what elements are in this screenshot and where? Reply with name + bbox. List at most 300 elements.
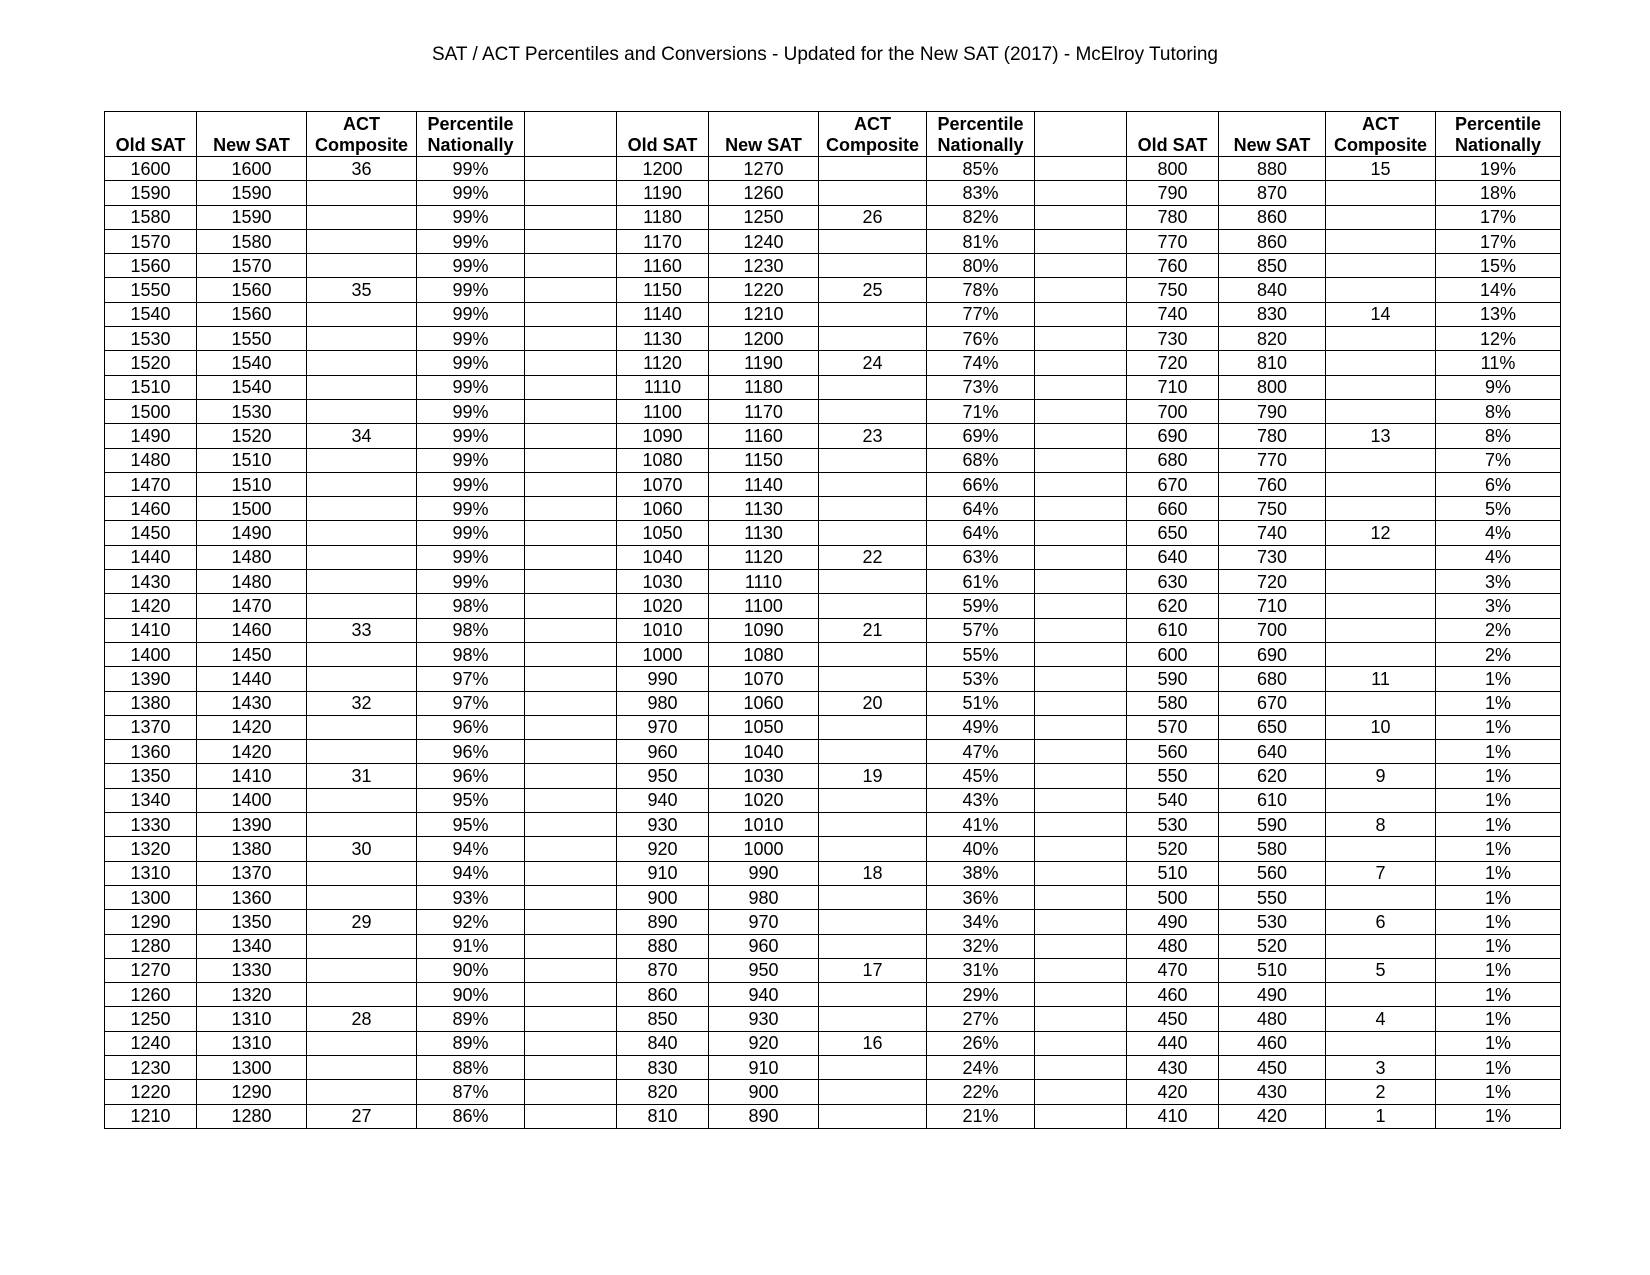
old-sat-cell: 1180 xyxy=(617,205,709,229)
act-composite-cell: 16 xyxy=(819,1031,927,1055)
old-sat-cell: 980 xyxy=(617,691,709,715)
percentile-cell: 78% xyxy=(927,278,1035,302)
percentile-cell: 88% xyxy=(417,1055,525,1079)
percentile-cell: 92% xyxy=(417,910,525,934)
old-sat-cell: 1400 xyxy=(105,642,197,666)
new-sat-cell: 1530 xyxy=(197,399,307,423)
act-composite-cell xyxy=(819,521,927,545)
column-separator xyxy=(525,157,617,181)
act-composite-cell xyxy=(307,861,417,885)
act-composite-cell xyxy=(307,545,417,569)
new-sat-cell: 890 xyxy=(709,1104,819,1128)
old-sat-cell: 1600 xyxy=(105,157,197,181)
old-sat-cell: 870 xyxy=(617,958,709,982)
new-sat-cell: 1300 xyxy=(197,1055,307,1079)
old-sat-cell: 1470 xyxy=(105,472,197,496)
percentile-cell: 1% xyxy=(1436,1007,1561,1031)
percentile-cell: 51% xyxy=(927,691,1035,715)
new-sat-cell: 1170 xyxy=(709,399,819,423)
new-sat-cell: 1420 xyxy=(197,740,307,764)
old-sat-cell: 1530 xyxy=(105,327,197,351)
percentile-cell: 14% xyxy=(1436,278,1561,302)
old-sat-cell: 690 xyxy=(1127,424,1219,448)
new-sat-cell: 1290 xyxy=(197,1080,307,1104)
old-sat-cell: 1230 xyxy=(105,1055,197,1079)
old-sat-cell: 560 xyxy=(1127,740,1219,764)
table-row xyxy=(105,861,1561,885)
column-separator xyxy=(1035,958,1127,982)
percentile-cell: 99% xyxy=(417,448,525,472)
column-separator xyxy=(1035,375,1127,399)
percentile-cell: 99% xyxy=(417,497,525,521)
new-sat-cell: 1280 xyxy=(197,1104,307,1128)
new-sat-cell: 1570 xyxy=(197,254,307,278)
new-sat-cell: 1040 xyxy=(709,740,819,764)
act-composite-cell xyxy=(1326,205,1436,229)
table-row xyxy=(105,570,1561,594)
new-sat-cell: 530 xyxy=(1219,910,1326,934)
new-sat-cell: 480 xyxy=(1219,1007,1326,1031)
old-sat-cell: 1560 xyxy=(105,254,197,278)
percentile-cell: 2% xyxy=(1436,642,1561,666)
act-composite-cell xyxy=(1326,837,1436,861)
old-sat-cell: 800 xyxy=(1127,157,1219,181)
column-separator xyxy=(1035,1007,1127,1031)
new-sat-cell: 1180 xyxy=(709,375,819,399)
column-separator xyxy=(525,472,617,496)
percentile-cell: 1% xyxy=(1436,910,1561,934)
new-sat-cell: 560 xyxy=(1219,861,1326,885)
new-sat-cell: 510 xyxy=(1219,958,1326,982)
column-separator xyxy=(525,229,617,253)
new-sat-cell: 1240 xyxy=(709,229,819,253)
column-separator xyxy=(1035,472,1127,496)
header-new-sat: New SAT xyxy=(709,112,819,157)
act-composite-cell xyxy=(819,1104,927,1128)
percentile-cell: 93% xyxy=(417,885,525,909)
new-sat-cell: 1510 xyxy=(197,448,307,472)
old-sat-cell: 1170 xyxy=(617,229,709,253)
act-composite-cell xyxy=(307,788,417,812)
percentile-cell: 1% xyxy=(1436,934,1561,958)
column-separator xyxy=(525,521,617,545)
act-composite-cell xyxy=(1326,254,1436,278)
header-act-composite: ACT Composite xyxy=(307,112,417,157)
column-separator xyxy=(525,570,617,594)
act-composite-cell: 25 xyxy=(819,278,927,302)
column-separator xyxy=(525,885,617,909)
percentile-cell: 4% xyxy=(1436,521,1561,545)
new-sat-cell: 1500 xyxy=(197,497,307,521)
old-sat-cell: 1000 xyxy=(617,642,709,666)
old-sat-cell: 1410 xyxy=(105,618,197,642)
percentile-cell: 1% xyxy=(1436,983,1561,1007)
percentile-cell: 80% xyxy=(927,254,1035,278)
percentile-cell: 1% xyxy=(1436,1055,1561,1079)
act-composite-cell xyxy=(307,521,417,545)
column-separator xyxy=(525,1007,617,1031)
column-separator xyxy=(1035,910,1127,934)
percentile-cell: 17% xyxy=(1436,205,1561,229)
new-sat-cell: 1100 xyxy=(709,594,819,618)
act-composite-cell xyxy=(819,642,927,666)
old-sat-cell: 1200 xyxy=(617,157,709,181)
new-sat-cell: 1010 xyxy=(709,813,819,837)
old-sat-cell: 1430 xyxy=(105,570,197,594)
percentile-cell: 1% xyxy=(1436,788,1561,812)
percentile-cell: 61% xyxy=(927,570,1035,594)
old-sat-cell: 660 xyxy=(1127,497,1219,521)
header-percentile: Percentile Nationally xyxy=(1436,112,1561,157)
new-sat-cell: 690 xyxy=(1219,642,1326,666)
new-sat-cell: 1130 xyxy=(709,521,819,545)
act-composite-cell xyxy=(819,813,927,837)
old-sat-cell: 1440 xyxy=(105,545,197,569)
column-separator xyxy=(525,205,617,229)
old-sat-cell: 1550 xyxy=(105,278,197,302)
old-sat-cell: 750 xyxy=(1127,278,1219,302)
act-composite-cell xyxy=(819,229,927,253)
old-sat-cell: 780 xyxy=(1127,205,1219,229)
table-row xyxy=(105,157,1561,181)
new-sat-cell: 1120 xyxy=(709,545,819,569)
act-composite-cell xyxy=(1326,399,1436,423)
old-sat-cell: 470 xyxy=(1127,958,1219,982)
column-separator xyxy=(525,302,617,326)
column-separator xyxy=(525,545,617,569)
old-sat-cell: 1330 xyxy=(105,813,197,837)
percentile-cell: 99% xyxy=(417,399,525,423)
column-separator xyxy=(1035,521,1127,545)
new-sat-cell: 920 xyxy=(709,1031,819,1055)
percentile-cell: 43% xyxy=(927,788,1035,812)
new-sat-cell: 900 xyxy=(709,1080,819,1104)
column-separator xyxy=(525,642,617,666)
act-composite-cell xyxy=(1326,642,1436,666)
percentile-cell: 1% xyxy=(1436,813,1561,837)
act-composite-cell xyxy=(307,1080,417,1104)
percentile-cell: 99% xyxy=(417,254,525,278)
column-separator xyxy=(1035,788,1127,812)
new-sat-cell: 450 xyxy=(1219,1055,1326,1079)
act-composite-cell xyxy=(819,788,927,812)
percentile-cell: 97% xyxy=(417,667,525,691)
old-sat-cell: 720 xyxy=(1127,351,1219,375)
act-composite-cell xyxy=(307,1031,417,1055)
new-sat-cell: 790 xyxy=(1219,399,1326,423)
percentile-cell: 89% xyxy=(417,1031,525,1055)
column-separator xyxy=(525,594,617,618)
act-composite-cell: 10 xyxy=(1326,715,1436,739)
table-row xyxy=(105,885,1561,909)
act-composite-cell xyxy=(1326,618,1436,642)
old-sat-cell: 1100 xyxy=(617,399,709,423)
act-composite-cell xyxy=(819,934,927,958)
percentile-cell: 64% xyxy=(927,497,1035,521)
column-separator xyxy=(1035,570,1127,594)
percentile-cell: 86% xyxy=(417,1104,525,1128)
table-row xyxy=(105,424,1561,448)
column-separator xyxy=(1035,618,1127,642)
old-sat-cell: 1220 xyxy=(105,1080,197,1104)
old-sat-cell: 820 xyxy=(617,1080,709,1104)
act-composite-cell xyxy=(307,594,417,618)
act-composite-cell: 28 xyxy=(307,1007,417,1031)
act-composite-cell: 36 xyxy=(307,157,417,181)
old-sat-cell: 1290 xyxy=(105,910,197,934)
percentile-cell: 99% xyxy=(417,157,525,181)
old-sat-cell: 600 xyxy=(1127,642,1219,666)
act-composite-cell: 18 xyxy=(819,861,927,885)
act-composite-cell xyxy=(819,1055,927,1079)
old-sat-cell: 580 xyxy=(1127,691,1219,715)
percentile-cell: 87% xyxy=(417,1080,525,1104)
old-sat-cell: 460 xyxy=(1127,983,1219,1007)
percentile-cell: 22% xyxy=(927,1080,1035,1104)
table-row xyxy=(105,1080,1561,1104)
old-sat-cell: 1270 xyxy=(105,958,197,982)
new-sat-cell: 1480 xyxy=(197,570,307,594)
percentile-cell: 59% xyxy=(927,594,1035,618)
header-old-sat: Old SAT xyxy=(1127,112,1219,157)
old-sat-cell: 990 xyxy=(617,667,709,691)
act-composite-cell: 33 xyxy=(307,618,417,642)
act-composite-cell xyxy=(1326,472,1436,496)
percentile-cell: 1% xyxy=(1436,740,1561,764)
act-composite-cell xyxy=(307,813,417,837)
act-composite-cell xyxy=(819,375,927,399)
act-composite-cell: 32 xyxy=(307,691,417,715)
old-sat-cell: 1310 xyxy=(105,861,197,885)
column-separator xyxy=(1035,205,1127,229)
old-sat-cell: 710 xyxy=(1127,375,1219,399)
new-sat-cell: 1110 xyxy=(709,570,819,594)
column-separator xyxy=(1035,302,1127,326)
old-sat-cell: 570 xyxy=(1127,715,1219,739)
act-composite-cell xyxy=(307,934,417,958)
percentile-cell: 90% xyxy=(417,958,525,982)
old-sat-cell: 950 xyxy=(617,764,709,788)
new-sat-cell: 840 xyxy=(1219,278,1326,302)
percentile-cell: 1% xyxy=(1436,958,1561,982)
act-composite-cell xyxy=(819,983,927,1007)
new-sat-cell: 1370 xyxy=(197,861,307,885)
act-composite-cell xyxy=(819,254,927,278)
table-body xyxy=(105,157,1561,1129)
column-separator xyxy=(525,788,617,812)
act-composite-cell xyxy=(307,570,417,594)
new-sat-cell: 1460 xyxy=(197,618,307,642)
new-sat-cell: 1020 xyxy=(709,788,819,812)
new-sat-cell: 1380 xyxy=(197,837,307,861)
old-sat-cell: 650 xyxy=(1127,521,1219,545)
old-sat-cell: 1370 xyxy=(105,715,197,739)
percentile-cell: 81% xyxy=(927,229,1035,253)
percentile-cell: 34% xyxy=(927,910,1035,934)
act-composite-cell: 34 xyxy=(307,424,417,448)
column-separator xyxy=(1035,157,1127,181)
percentile-cell: 64% xyxy=(927,521,1035,545)
act-composite-cell xyxy=(1326,448,1436,472)
old-sat-cell: 1060 xyxy=(617,497,709,521)
act-composite-cell xyxy=(307,1055,417,1079)
new-sat-cell: 1190 xyxy=(709,351,819,375)
table-row xyxy=(105,740,1561,764)
percentile-cell: 47% xyxy=(927,740,1035,764)
act-composite-cell: 4 xyxy=(1326,1007,1436,1031)
act-composite-cell xyxy=(307,327,417,351)
percentile-cell: 74% xyxy=(927,351,1035,375)
column-separator xyxy=(1035,885,1127,909)
old-sat-cell: 1460 xyxy=(105,497,197,521)
new-sat-cell: 880 xyxy=(1219,157,1326,181)
new-sat-cell: 950 xyxy=(709,958,819,982)
old-sat-cell: 1320 xyxy=(105,837,197,861)
act-composite-cell xyxy=(1326,691,1436,715)
old-sat-cell: 770 xyxy=(1127,229,1219,253)
percentile-cell: 98% xyxy=(417,642,525,666)
percentile-cell: 99% xyxy=(417,229,525,253)
percentile-cell: 98% xyxy=(417,618,525,642)
column-separator xyxy=(525,813,617,837)
old-sat-cell: 1340 xyxy=(105,788,197,812)
old-sat-cell: 1160 xyxy=(617,254,709,278)
percentile-cell: 3% xyxy=(1436,570,1561,594)
new-sat-cell: 1350 xyxy=(197,910,307,934)
column-separator xyxy=(525,837,617,861)
column-separator xyxy=(1035,813,1127,837)
old-sat-cell: 900 xyxy=(617,885,709,909)
act-composite-cell xyxy=(307,497,417,521)
percentile-cell: 55% xyxy=(927,642,1035,666)
old-sat-cell: 410 xyxy=(1127,1104,1219,1128)
old-sat-cell: 450 xyxy=(1127,1007,1219,1031)
new-sat-cell: 1480 xyxy=(197,545,307,569)
column-separator xyxy=(1035,1104,1127,1128)
new-sat-cell: 1470 xyxy=(197,594,307,618)
percentile-cell: 91% xyxy=(417,934,525,958)
column-separator xyxy=(525,448,617,472)
act-composite-cell: 24 xyxy=(819,351,927,375)
percentile-cell: 98% xyxy=(417,594,525,618)
new-sat-cell: 520 xyxy=(1219,934,1326,958)
column-separator xyxy=(525,983,617,1007)
act-composite-cell xyxy=(307,885,417,909)
column-separator xyxy=(1035,983,1127,1007)
act-composite-cell xyxy=(819,302,927,326)
column-separator xyxy=(1035,399,1127,423)
percentile-cell: 7% xyxy=(1436,448,1561,472)
act-composite-cell xyxy=(819,910,927,934)
new-sat-cell: 650 xyxy=(1219,715,1326,739)
new-sat-cell: 750 xyxy=(1219,497,1326,521)
act-composite-cell xyxy=(819,667,927,691)
old-sat-cell: 960 xyxy=(617,740,709,764)
percentile-cell: 95% xyxy=(417,813,525,837)
column-separator xyxy=(525,934,617,958)
old-sat-cell: 1380 xyxy=(105,691,197,715)
act-composite-cell: 23 xyxy=(819,424,927,448)
old-sat-cell: 810 xyxy=(617,1104,709,1128)
old-sat-cell: 970 xyxy=(617,715,709,739)
act-composite-cell: 7 xyxy=(1326,861,1436,885)
percentile-cell: 31% xyxy=(927,958,1035,982)
column-separator xyxy=(525,254,617,278)
column-separator xyxy=(1035,112,1127,157)
old-sat-cell: 1030 xyxy=(617,570,709,594)
old-sat-cell: 790 xyxy=(1127,181,1219,205)
old-sat-cell: 910 xyxy=(617,861,709,885)
new-sat-cell: 770 xyxy=(1219,448,1326,472)
percentile-cell: 57% xyxy=(927,618,1035,642)
percentile-cell: 1% xyxy=(1436,837,1561,861)
column-separator xyxy=(525,910,617,934)
new-sat-cell: 420 xyxy=(1219,1104,1326,1128)
column-separator xyxy=(525,715,617,739)
new-sat-cell: 1210 xyxy=(709,302,819,326)
old-sat-cell: 1050 xyxy=(617,521,709,545)
new-sat-cell: 830 xyxy=(1219,302,1326,326)
new-sat-cell: 970 xyxy=(709,910,819,934)
new-sat-cell: 1090 xyxy=(709,618,819,642)
new-sat-cell: 810 xyxy=(1219,351,1326,375)
old-sat-cell: 1590 xyxy=(105,181,197,205)
table-row xyxy=(105,229,1561,253)
act-composite-cell xyxy=(819,1007,927,1031)
old-sat-cell: 700 xyxy=(1127,399,1219,423)
new-sat-cell: 1310 xyxy=(197,1007,307,1031)
percentile-cell: 83% xyxy=(927,181,1035,205)
act-composite-cell: 12 xyxy=(1326,521,1436,545)
column-separator xyxy=(525,764,617,788)
new-sat-cell: 1140 xyxy=(709,472,819,496)
column-separator xyxy=(1035,934,1127,958)
new-sat-cell: 1540 xyxy=(197,375,307,399)
old-sat-cell: 640 xyxy=(1127,545,1219,569)
percentile-cell: 99% xyxy=(417,570,525,594)
act-composite-cell: 8 xyxy=(1326,813,1436,837)
old-sat-cell: 610 xyxy=(1127,618,1219,642)
old-sat-cell: 1130 xyxy=(617,327,709,351)
column-separator xyxy=(525,618,617,642)
old-sat-cell: 590 xyxy=(1127,667,1219,691)
act-composite-cell xyxy=(819,181,927,205)
document-title: SAT / ACT Percentiles and Conversions - Updated for the New SAT (2017) - McElroy Tutoring xyxy=(431,44,1219,65)
percentile-cell: 85% xyxy=(927,157,1035,181)
old-sat-cell: 1250 xyxy=(105,1007,197,1031)
table-row xyxy=(105,1104,1561,1128)
column-separator xyxy=(525,181,617,205)
column-separator xyxy=(1035,424,1127,448)
table-row xyxy=(105,1055,1561,1079)
percentile-cell: 2% xyxy=(1436,618,1561,642)
percentile-cell: 99% xyxy=(417,278,525,302)
percentile-cell: 63% xyxy=(927,545,1035,569)
new-sat-cell: 1130 xyxy=(709,497,819,521)
column-separator xyxy=(1035,594,1127,618)
new-sat-cell: 1450 xyxy=(197,642,307,666)
act-composite-cell xyxy=(307,351,417,375)
new-sat-cell: 1390 xyxy=(197,813,307,837)
act-composite-cell xyxy=(819,594,927,618)
new-sat-cell: 1250 xyxy=(709,205,819,229)
table-row xyxy=(105,181,1561,205)
percentile-cell: 5% xyxy=(1436,497,1561,521)
column-separator xyxy=(525,399,617,423)
act-composite-cell xyxy=(819,472,927,496)
old-sat-cell: 760 xyxy=(1127,254,1219,278)
new-sat-cell: 1440 xyxy=(197,667,307,691)
